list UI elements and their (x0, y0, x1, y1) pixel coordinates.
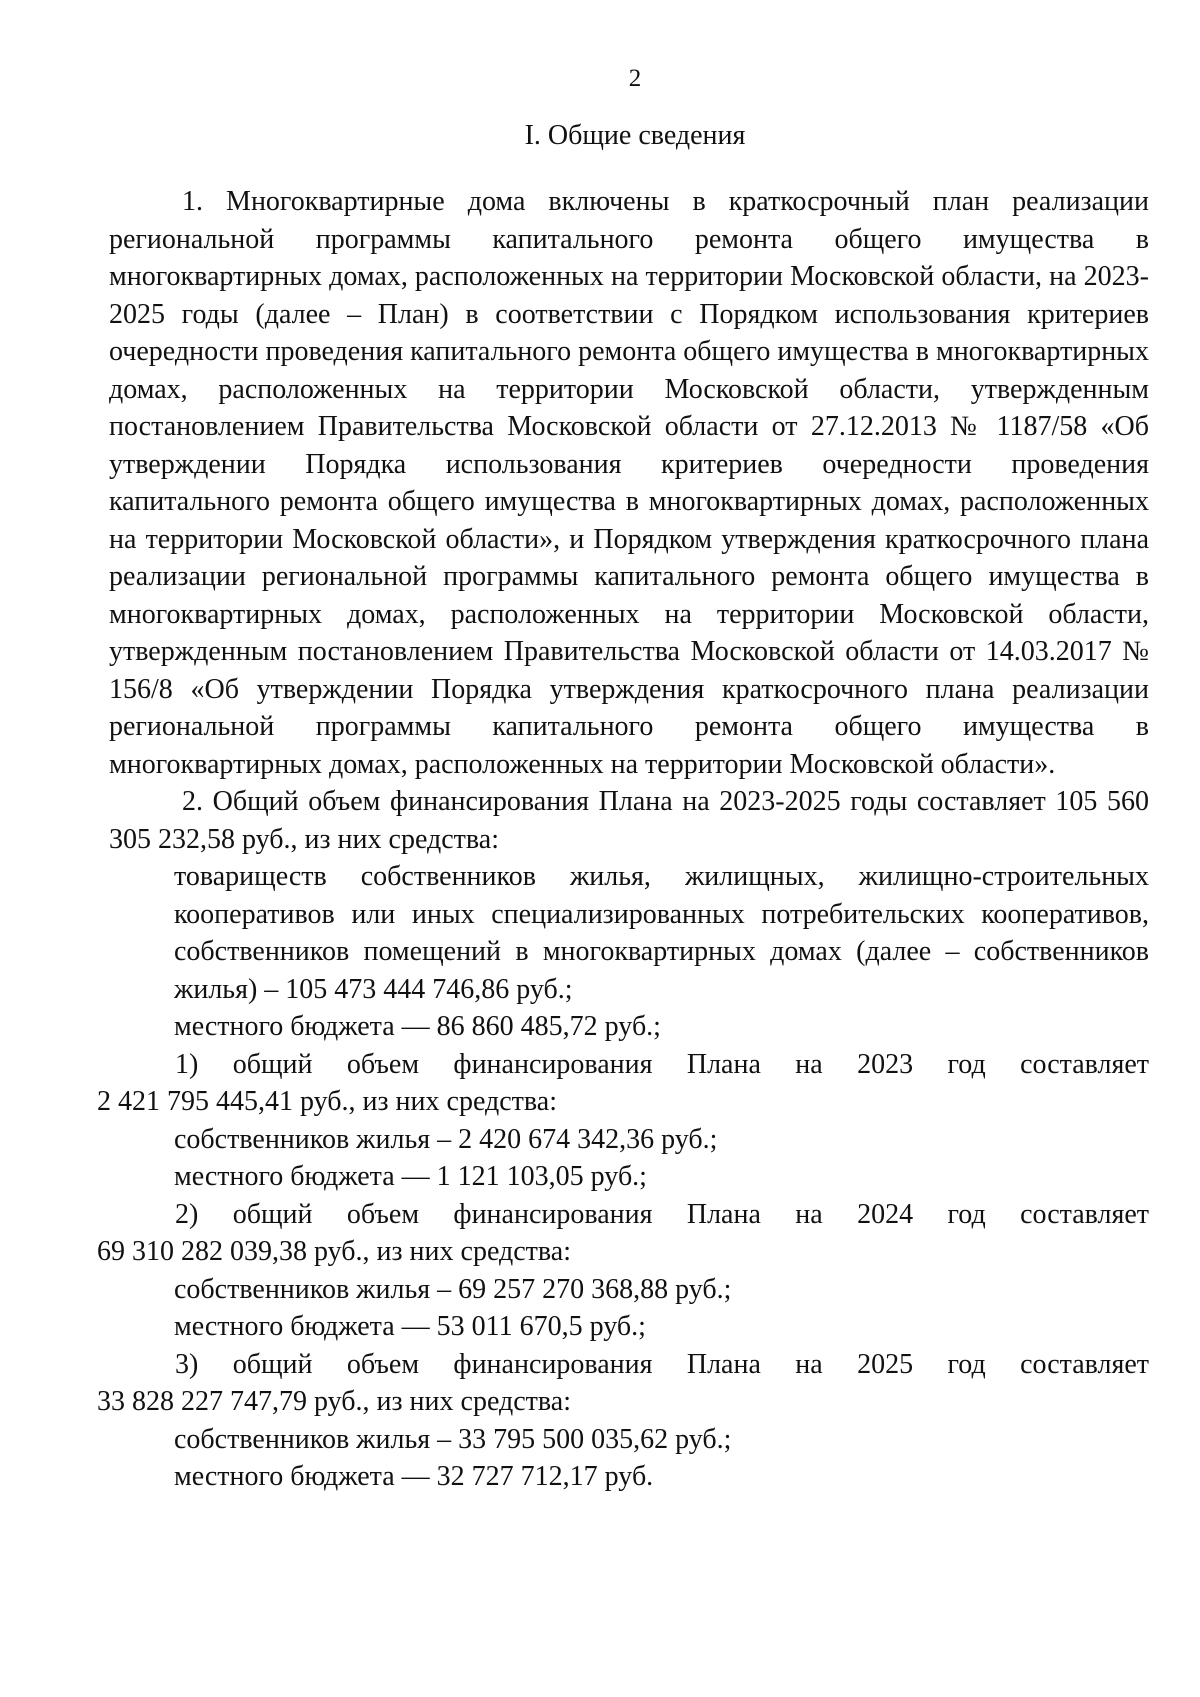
year-2024-owners: собственников жилья – 69 257 270 368,88 руб.; (174, 1273, 732, 1305)
document-body (97, 183, 1149, 1496)
year-2025-local: местного бюджета — 32 727 712,17 руб. (174, 1461, 654, 1492)
year-2025-owners: собственников жилья – 33 795 500 035,62 руб.; (174, 1423, 732, 1455)
year-2025-line: 3) общий объем финансирования Плана на 2025 год составляет (175, 1348, 1149, 1380)
year-2023-local: местного бюджета — 1 121 103,05 руб.; (174, 1161, 647, 1192)
owners-sources: товариществ собственников жилья, жилищных, жилищно-строительных кооперативов или иных специализированных потребительских кооперативов, собственников помещений в многоквартирных домах (далее – собственников жилья) – 105 473 444 746,86 руб.; (174, 861, 1149, 1005)
year-2024-line: 2) общий объем финансирования Плана на 2024 год составляет (175, 1198, 1149, 1230)
year-2024-local: местного бюджета — 53 011 670,5 руб.; (174, 1311, 646, 1342)
local-budget-total: местного бюджета — 86 860 485,72 руб.; (174, 1011, 661, 1042)
section-title: I. Общие сведения (524, 120, 746, 151)
year-2025-amount: 33 828 227 747,79 руб., из них средства: (97, 1386, 571, 1417)
paragraph-1: 1. Многоквартирные дома включены в краткосрочный план реализации региональной программы капитального ремонта общего имущества в многоквартирных домах, расположенных на территории Московской области, на 2023-2025 годы (далее – План) в соответствии с Порядком использования критериев очередности проведения капитального ремонта общего имущества в многоквартирных домах, расположенных на территории Московской области, утвержденным постановлением Правительства Московской области от 27.12.2013 № 1187/58 «Об утверждении Порядка использования критериев очередности проведения капитального ремонта общего имущества в многоквартирных домах, расположенных на территории Московской области», и Порядком утверждения краткосрочного плана реализации региональной программы капитального ремонта общего имущества в многоквартирных домах, расположенных на территории Московской области, утвержденным постановлением Правительства Московской области от 14.03.2017 № 156/8 «Об утверждении Порядка утверждения краткосрочного плана реализации региональной программы капитального ремонта общего имущества в многоквартирных домах, расположенных на территории Московской области». (109, 186, 1149, 780)
year-2023-amount: 2 421 795 445,41 руб., из них средства: (97, 1086, 557, 1117)
page-number: 2 (628, 65, 642, 92)
year-2023-owners: собственников жилья – 2 420 674 342,36 руб.; (174, 1123, 718, 1155)
paragraph-2: 2. Общий объем финансирования Плана на 2023-2025 годы составляет 105 560 305 232,58 руб., из них средства: (109, 786, 1149, 855)
year-2023-line: 1) общий объем финансирования Плана на 2023 год составляет (175, 1048, 1149, 1080)
year-2024-amount: 69 310 282 039,38 руб., из них средства: (97, 1236, 571, 1267)
